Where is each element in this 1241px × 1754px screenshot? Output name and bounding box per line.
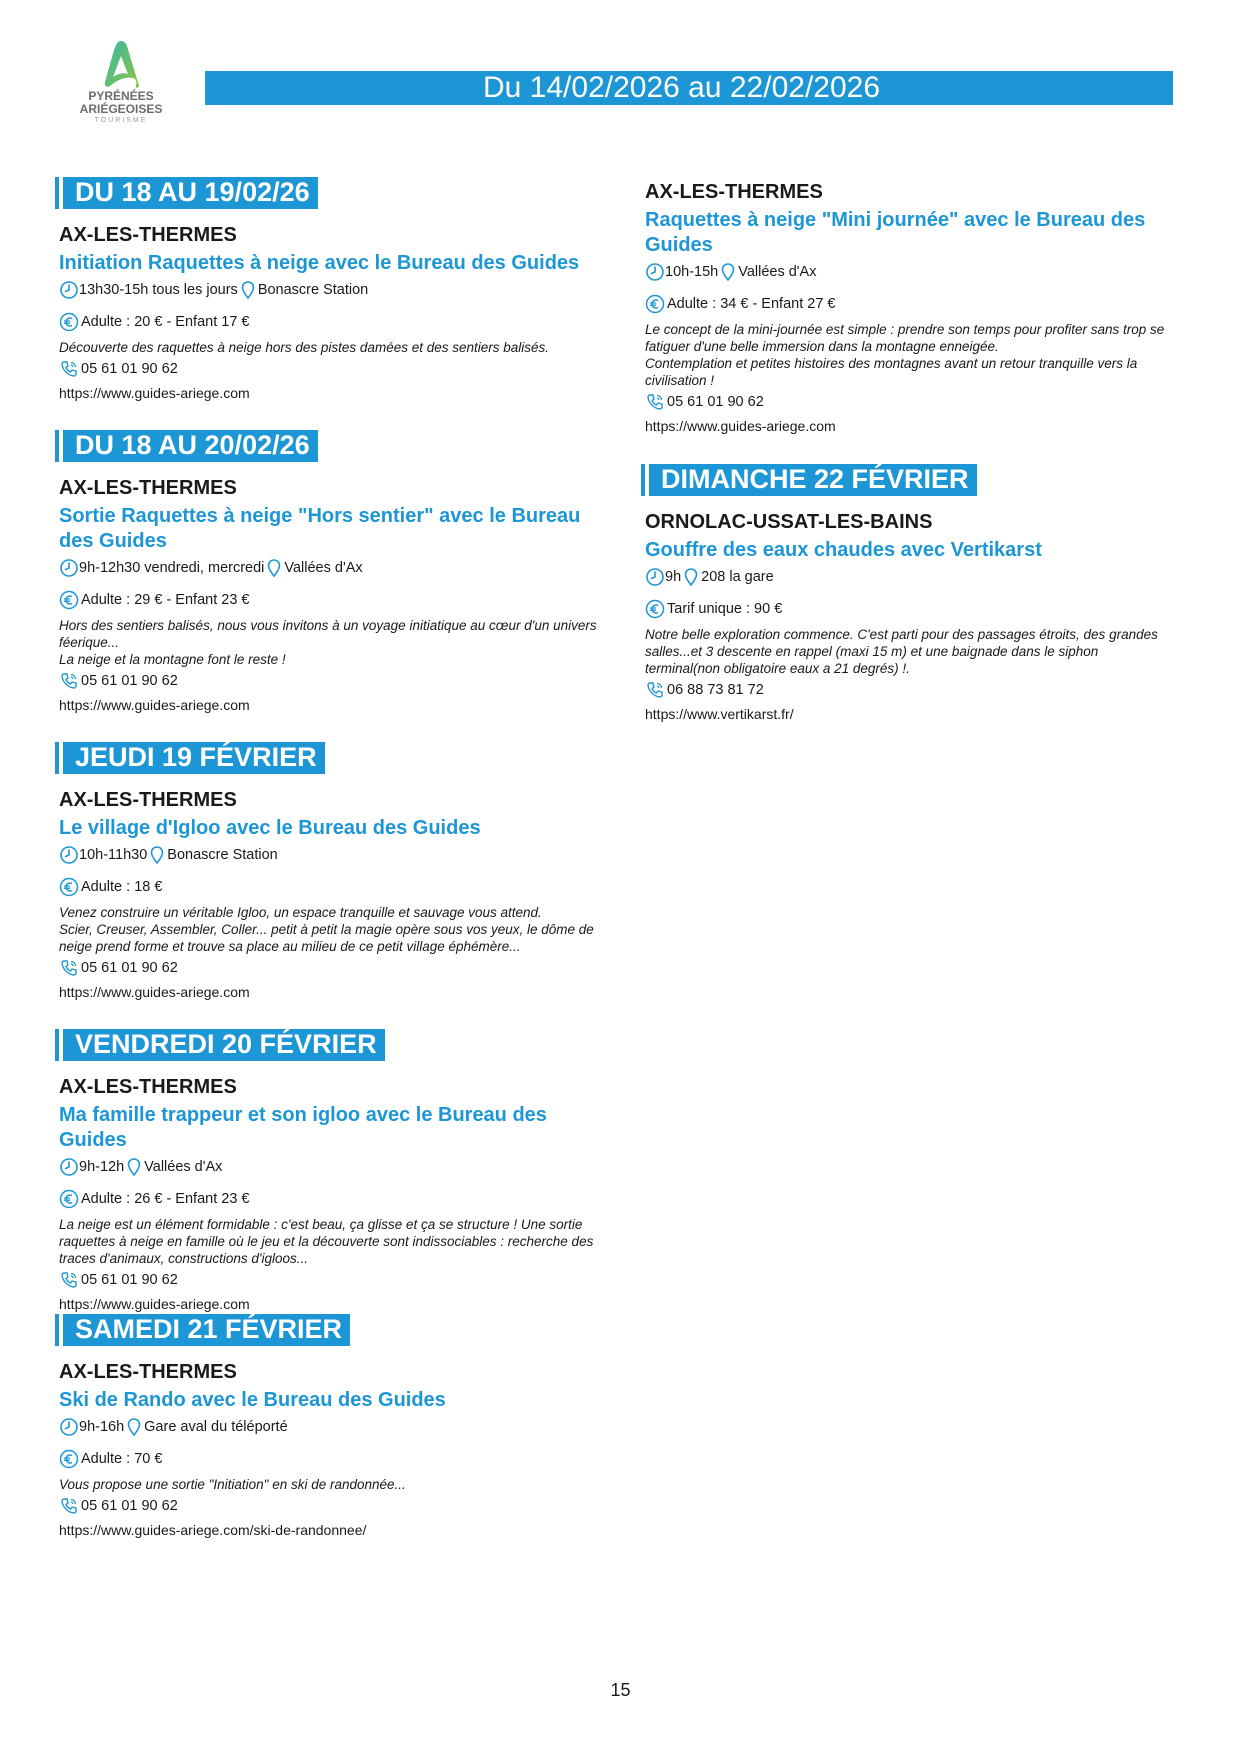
event-schedule bbox=[59, 1417, 599, 1437]
event-title[interactable]: Raquettes à neige "Mini journée" avec le Bureau des Guides bbox=[645, 209, 1146, 256]
euro-icon bbox=[59, 312, 79, 332]
event-time: 10h-15h bbox=[665, 264, 719, 280]
event-place: Vallées d'Ax bbox=[738, 264, 817, 280]
event-town: ORNOLAC-USSAT-LES-BAINS bbox=[645, 511, 933, 533]
brand-line-2: ARIÉGEOISES bbox=[79, 102, 163, 116]
location-pin-icon bbox=[124, 1417, 144, 1437]
event-phone-number[interactable]: 05 61 01 90 62 bbox=[81, 960, 178, 976]
event-phone[interactable] bbox=[645, 392, 1165, 412]
event-phone[interactable] bbox=[59, 1496, 599, 1516]
event-phone-number[interactable]: 05 61 01 90 62 bbox=[81, 361, 178, 377]
event-link[interactable]: https://www.guides-ariege.com bbox=[59, 697, 250, 713]
event-link[interactable]: https://www.guides-ariege.com bbox=[59, 385, 250, 401]
event-price bbox=[59, 1449, 599, 1469]
event-link[interactable]: https://www.guides-ariege.com bbox=[59, 984, 250, 1000]
event-title[interactable]: Ski de Rando avec le Bureau des Guides bbox=[59, 1389, 446, 1411]
event-title[interactable]: Ma famille trappeur et son igloo avec le Bureau des Guides bbox=[59, 1104, 547, 1151]
euro-icon bbox=[59, 877, 79, 897]
euro-icon bbox=[59, 1449, 79, 1469]
event-link[interactable]: https://www.guides-ariege.com bbox=[59, 1296, 250, 1312]
event-title[interactable]: Initiation Raquettes à neige avec le Bureau des Guides bbox=[59, 252, 580, 274]
location-pin-icon bbox=[124, 1157, 144, 1177]
phone-icon bbox=[59, 359, 79, 379]
location-pin-icon bbox=[264, 558, 284, 578]
section-header: DU 18 AU 19/02/26 bbox=[59, 177, 318, 209]
euro-icon bbox=[59, 590, 79, 610]
section-header: JEUDI 19 FÉVRIER bbox=[59, 742, 325, 774]
event-time: 9h bbox=[665, 569, 682, 585]
euro-icon bbox=[59, 1189, 79, 1209]
event-phone-number[interactable]: 05 61 01 90 62 bbox=[81, 1272, 178, 1288]
event-price bbox=[59, 1189, 599, 1209]
clock-icon bbox=[59, 280, 79, 300]
event-phone-number[interactable]: 05 61 01 90 62 bbox=[667, 394, 764, 410]
event-price-text: Adulte : 18 € bbox=[81, 879, 163, 895]
event-time: 9h-12h30 vendredi, mercredi bbox=[79, 560, 265, 576]
phone-icon bbox=[59, 958, 79, 978]
phone-icon bbox=[645, 392, 665, 412]
event-description: Vous propose une sortie "Initiation" en ski de randonnée... bbox=[59, 1477, 406, 1492]
event-place: Gare aval du téléporté bbox=[144, 1419, 288, 1435]
event-phone[interactable] bbox=[59, 1270, 599, 1290]
event-town: AX-LES-THERMES bbox=[59, 1361, 237, 1383]
euro-icon bbox=[645, 599, 665, 619]
event-price-text: Adulte : 29 € - Enfant 23 € bbox=[81, 592, 250, 608]
logo-a-icon bbox=[101, 38, 141, 90]
event-price-text: Adulte : 26 € - Enfant 23 € bbox=[81, 1191, 250, 1207]
clock-icon bbox=[645, 262, 665, 282]
event-title[interactable]: Gouffre des eaux chaudes avec Vertikarst bbox=[645, 539, 1042, 561]
event-description-line: Venez construire un véritable Igloo, un espace tranquille et sauvage vous attend. bbox=[59, 905, 542, 920]
event-title[interactable]: Sortie Raquettes à neige "Hors sentier" avec le Bureau des Guides bbox=[59, 505, 581, 552]
event-town: AX-LES-THERMES bbox=[59, 789, 237, 811]
event-link[interactable]: https://www.vertikarst.fr/ bbox=[645, 706, 794, 722]
section-header: SAMEDI 21 FÉVRIER bbox=[59, 1314, 350, 1346]
section-header: DU 18 AU 20/02/26 bbox=[59, 430, 318, 462]
section-header: VENDREDI 20 FÉVRIER bbox=[59, 1029, 385, 1061]
event-price-text: Adulte : 34 € - Enfant 27 € bbox=[667, 296, 836, 312]
event-description-line: Hors des sentiers balisés, nous vous invitons à un voyage initiatique au cœur d'un univers féerique... bbox=[59, 618, 597, 650]
event-item bbox=[59, 788, 599, 1002]
event-description bbox=[59, 617, 599, 668]
phone-icon bbox=[59, 1496, 79, 1516]
location-pin-icon bbox=[681, 567, 701, 587]
event-town: AX-LES-THERMES bbox=[59, 224, 237, 246]
event-schedule bbox=[59, 280, 599, 300]
event-price-text: Adulte : 20 € - Enfant 17 € bbox=[81, 314, 250, 330]
event-description bbox=[645, 321, 1165, 389]
event-description bbox=[59, 904, 599, 955]
event-item bbox=[59, 223, 599, 403]
event-description: Notre belle exploration commence. C'est parti pour des passages étroits, des grandes salles...et 3 descente en rappel (maxi 15 m) et une baignade dans le siphon terminal(non obligatoire eaux a 21 degrés) !. bbox=[645, 627, 1158, 676]
event-time: 9h-16h bbox=[79, 1419, 125, 1435]
event-time: 13h30-15h tous les jours bbox=[79, 282, 238, 298]
event-town: AX-LES-THERMES bbox=[645, 181, 823, 203]
event-schedule bbox=[645, 567, 1165, 587]
event-description-line: Le concept de la mini-journée est simple : prendre son temps pour profiter sans trop se fatiguer d'une belle immersion dans la montagne enneigée. bbox=[645, 322, 1165, 354]
event-price bbox=[645, 294, 1165, 314]
euro-icon bbox=[645, 294, 665, 314]
page-number: 15 bbox=[610, 1680, 631, 1700]
event-price bbox=[59, 312, 599, 332]
event-town: AX-LES-THERMES bbox=[59, 1076, 237, 1098]
event-time: 9h-12h bbox=[79, 1159, 125, 1175]
event-title[interactable]: Le village d'Igloo avec le Bureau des Guides bbox=[59, 817, 481, 839]
event-town: AX-LES-THERMES bbox=[59, 477, 237, 499]
phone-icon bbox=[59, 671, 79, 691]
date-range-text: Du 14/02/2026 au 22/02/2026 bbox=[483, 71, 881, 104]
event-schedule bbox=[59, 845, 599, 865]
event-place: Bonascre Station bbox=[257, 282, 369, 298]
date-range-banner bbox=[205, 71, 1173, 105]
brand-line-3: TOURISME bbox=[94, 117, 148, 124]
event-item bbox=[645, 180, 1165, 436]
event-phone-number[interactable]: 05 61 01 90 62 bbox=[81, 673, 178, 689]
event-schedule bbox=[59, 558, 599, 578]
brand-logo bbox=[76, 38, 166, 138]
event-item bbox=[59, 476, 599, 715]
event-phone[interactable] bbox=[59, 671, 599, 691]
event-link[interactable]: https://www.guides-ariege.com/ski-de-randonnee/ bbox=[59, 1522, 367, 1538]
event-phone-number[interactable]: 06 88 73 81 72 bbox=[667, 682, 764, 698]
clock-icon bbox=[59, 1417, 79, 1437]
event-price bbox=[645, 599, 1165, 619]
event-place: 208 la gare bbox=[701, 569, 774, 585]
location-pin-icon bbox=[147, 845, 167, 865]
event-description: La neige est un élément formidable : c'est beau, ça glisse et ça se structure ! Une sortie raquettes à neige en famille où le jeu et la découverte sont indissociables : recherche des traces d'animaux, constructions d'igloos... bbox=[59, 1217, 594, 1266]
phone-icon bbox=[645, 680, 665, 700]
location-pin-icon bbox=[238, 280, 258, 300]
event-item bbox=[645, 510, 1165, 724]
phone-icon bbox=[59, 1270, 79, 1290]
event-phone-number[interactable]: 05 61 01 90 62 bbox=[81, 1498, 178, 1514]
event-item bbox=[59, 1075, 599, 1314]
event-phone[interactable] bbox=[59, 958, 599, 978]
clock-icon bbox=[59, 845, 79, 865]
section-header: DIMANCHE 22 FÉVRIER bbox=[645, 464, 977, 496]
event-description: Découverte des raquettes à neige hors des pistes damées et des sentiers balisés. bbox=[59, 340, 550, 355]
clock-icon bbox=[645, 567, 665, 587]
event-description-line: Scier, Creuser, Assembler, Coller... petit à petit la magie opère sous vos yeux, le dôme de neige prend forme et trouve sa place au milieu de ce petit village éphémère... bbox=[59, 922, 594, 954]
event-phone[interactable] bbox=[645, 680, 1165, 700]
clock-icon bbox=[59, 1157, 79, 1177]
event-time: 10h-11h30 bbox=[79, 847, 148, 863]
event-price bbox=[59, 590, 599, 610]
event-item bbox=[59, 1360, 599, 1540]
event-place: Vallées d'Ax bbox=[144, 1159, 223, 1175]
event-price-text: Adulte : 70 € bbox=[81, 1451, 163, 1467]
event-price-text: Tarif unique : 90 € bbox=[667, 601, 783, 617]
clock-icon bbox=[59, 558, 79, 578]
event-description-line: La neige et la montagne font le reste ! bbox=[59, 652, 286, 667]
brand-line-1: PYRÉNÉES bbox=[88, 89, 154, 103]
location-pin-icon bbox=[718, 262, 738, 282]
event-link[interactable]: https://www.guides-ariege.com bbox=[645, 418, 836, 434]
event-description-line: Contemplation et petites histoires des montagnes avant un retour tranquille vers la civilisation ! bbox=[645, 356, 1138, 388]
event-place: Vallées d'Ax bbox=[284, 560, 363, 576]
event-phone[interactable] bbox=[59, 359, 599, 379]
event-schedule bbox=[59, 1157, 599, 1177]
event-schedule bbox=[645, 262, 1165, 282]
event-place: Bonascre Station bbox=[167, 847, 278, 863]
event-price bbox=[59, 877, 599, 897]
